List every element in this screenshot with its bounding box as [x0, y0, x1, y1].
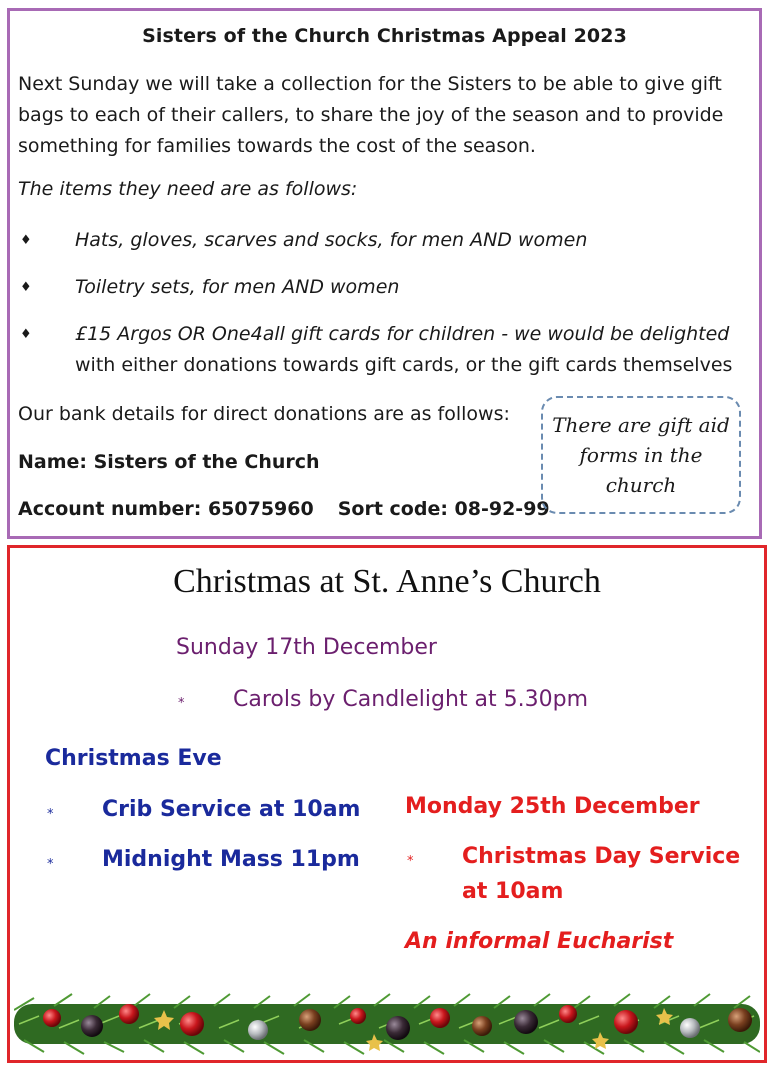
- star-bullet-icon: *: [47, 857, 54, 872]
- appeal-title: Sisters of the Church Christmas Appeal 2023: [142, 25, 627, 47]
- list-item-text: Toiletry sets, for men AND women: [75, 276, 400, 298]
- diamond-bullet-icon: ♦: [20, 327, 32, 342]
- list-item-text: £15 Argos OR One4all gift cards for children - we would be delighted: [75, 323, 730, 345]
- eve-event: Midnight Mass 11pm: [102, 847, 360, 872]
- ornament-silver: [680, 1018, 700, 1038]
- list-item-text-continued: with either donations towards gift cards, or the gift cards themselves: [75, 354, 733, 376]
- sunday-date: Sunday 17th December: [176, 635, 437, 660]
- eve-event: Crib Service at 10am: [102, 797, 361, 822]
- ornament-red: [430, 1008, 450, 1028]
- christmas-box: [7, 545, 767, 1063]
- list-item-text: Hats, gloves, scarves and socks, for men AND women: [75, 229, 588, 251]
- bank-name: Name: Sisters of the Church: [18, 451, 320, 473]
- ornament-dark: [81, 1015, 103, 1037]
- items-heading: The items they need are as follows:: [18, 178, 358, 200]
- list-item: [18, 272, 753, 303]
- day-event-line2: at 10am: [462, 879, 564, 904]
- star-bullet-icon: *: [47, 807, 54, 822]
- gift-aid-note: There are gift aid forms in the church: [541, 396, 741, 514]
- sort-code: Sort code: 08-92-99: [337, 498, 550, 520]
- ornament-red: [559, 1005, 577, 1023]
- star-bullet-icon: *: [178, 696, 185, 711]
- appeal-intro: Next Sunday we will take a collection for the Sisters to be able to give gift bags to each of their callers, to share the joy of the season and to provide something for families towards the cost of the season.: [18, 73, 724, 157]
- ornament-dark: [386, 1016, 410, 1040]
- ornament-silver: [248, 1020, 268, 1040]
- ornament-dark: [514, 1010, 538, 1034]
- bank-intro: Our bank details for direct donations are as follows:: [18, 403, 510, 425]
- account-number: Account number: 65075960: [18, 498, 314, 520]
- christmas-eve-heading: Christmas Eve: [45, 746, 222, 771]
- day-event-line1: Christmas Day Service: [462, 844, 741, 869]
- day-note: An informal Eucharist: [405, 929, 674, 954]
- christmas-garland-image: [14, 990, 760, 1056]
- appeal-box: [7, 8, 762, 539]
- list-item: [18, 319, 753, 381]
- list-item: [18, 225, 753, 256]
- star-bullet-icon: *: [407, 854, 414, 869]
- ornament-brown: [728, 1008, 752, 1032]
- ornament-red: [43, 1009, 61, 1027]
- ornament-red: [614, 1010, 638, 1034]
- ornament-red: [180, 1012, 204, 1036]
- diamond-bullet-icon: ♦: [20, 233, 32, 248]
- bank-details: [18, 498, 550, 520]
- christmas-title: Christmas at St. Anne’s Church: [173, 563, 601, 600]
- ornament-red: [119, 1004, 139, 1024]
- ornament-brown: [299, 1009, 321, 1031]
- ornament-brown: [472, 1016, 492, 1036]
- diamond-bullet-icon: ♦: [20, 280, 32, 295]
- sunday-event: Carols by Candlelight at 5.30pm: [233, 687, 589, 712]
- christmas-day-heading: Monday 25th December: [405, 794, 700, 819]
- ornament-red: [350, 1008, 366, 1024]
